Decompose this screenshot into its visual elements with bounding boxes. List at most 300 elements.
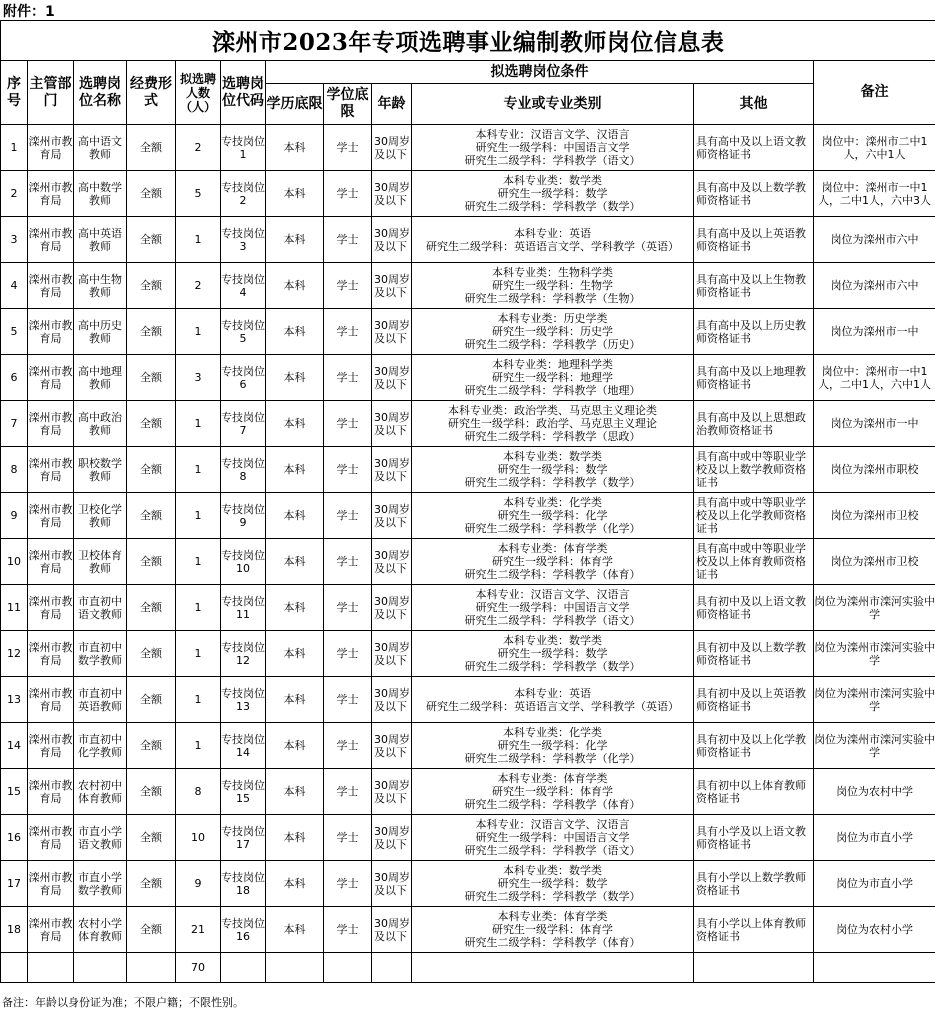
funding-cell: 全额 (127, 769, 176, 815)
seq-cell: 8 (1, 447, 28, 493)
major-cell (412, 355, 694, 401)
dept-cell: 滦州市教育局 (28, 447, 74, 493)
degree-cell: 学士 (324, 171, 372, 217)
funding-cell: 全额 (127, 171, 176, 217)
major-cell (412, 263, 694, 309)
degree-cell: 学士 (324, 355, 372, 401)
degree-cell: 学士 (324, 125, 372, 171)
empty-cell (266, 953, 324, 983)
seq-cell: 2 (1, 171, 28, 217)
post-code-cell: 专技岗位7 (221, 401, 266, 447)
major-line: 研究生一级学科：地理学 (492, 371, 613, 384)
age-cell: 30周岁及以下 (372, 769, 412, 815)
education-cell: 本科 (266, 401, 324, 447)
major-line: 本科专业类：化学类 (503, 496, 602, 509)
funding-cell: 全额 (127, 539, 176, 585)
count-cell: 1 (176, 585, 221, 631)
major-line: 本科专业：英语 (514, 686, 591, 700)
dept-cell: 滦州市教育局 (28, 769, 74, 815)
degree-cell: 学士 (324, 493, 372, 539)
dept-cell: 滦州市教育局 (28, 907, 74, 953)
education-cell: 本科 (266, 723, 324, 769)
seq-cell: 18 (1, 907, 28, 953)
major-cell (412, 125, 694, 171)
seq-cell: 13 (1, 677, 28, 723)
remark-cell: 岗位为滦州市职校 (814, 447, 935, 493)
header-seq: 序号 (1, 61, 28, 125)
post-name-cell: 农村初中体育教师 (74, 769, 127, 815)
post-code-cell: 专技岗位1 (221, 125, 266, 171)
table-row (1, 217, 935, 263)
seq-cell: 11 (1, 585, 28, 631)
degree-cell: 学士 (324, 309, 372, 355)
other-cell: 具有初中及以上化学教师资格证书 (694, 723, 814, 769)
table-row (1, 171, 935, 217)
positions-table (0, 20, 935, 983)
dept-cell: 滦州市教育局 (28, 263, 74, 309)
post-code-cell: 专技岗位9 (221, 493, 266, 539)
table-row (1, 401, 935, 447)
other-cell: 具有初中及以上英语教师资格证书 (694, 677, 814, 723)
funding-cell: 全额 (127, 907, 176, 953)
funding-cell: 全额 (127, 447, 176, 493)
age-cell: 30周岁及以下 (372, 815, 412, 861)
age-cell: 30周岁及以下 (372, 171, 412, 217)
count-cell: 1 (176, 539, 221, 585)
header-degree: 学位底限 (324, 84, 372, 125)
major-line: 研究生二级学科：学科教学（历史） (464, 338, 641, 351)
empty-cell (694, 953, 814, 983)
major-line: 研究生一级学科：数学 (497, 647, 608, 660)
other-cell: 具有高中或中等职业学校及以上体育教师资格证书 (694, 539, 814, 585)
table-row (1, 769, 935, 815)
degree-cell: 学士 (324, 585, 372, 631)
count-cell: 1 (176, 723, 221, 769)
age-cell: 30周岁及以下 (372, 539, 412, 585)
count-cell: 10 (176, 815, 221, 861)
post-name-cell: 高中英语教师 (74, 217, 127, 263)
count-cell: 1 (176, 677, 221, 723)
post-code-cell: 专技岗位12 (221, 631, 266, 677)
major-line: 研究生二级学科：学科教学（体育） (464, 936, 641, 949)
education-cell: 本科 (266, 907, 324, 953)
funding-cell: 全额 (127, 631, 176, 677)
post-code-cell: 专技岗位4 (221, 263, 266, 309)
education-cell: 本科 (266, 309, 324, 355)
header-post-code: 选聘岗位代码 (221, 61, 266, 125)
seq-cell: 10 (1, 539, 28, 585)
seq-cell: 15 (1, 769, 28, 815)
table-row (1, 585, 935, 631)
table-row (1, 631, 935, 677)
degree-cell: 学士 (324, 447, 372, 493)
degree-cell: 学士 (324, 907, 372, 953)
other-cell: 具有小学以上体育教师资格证书 (694, 907, 814, 953)
age-cell: 30周岁及以下 (372, 493, 412, 539)
major-line: 研究生一级学科：体育学 (492, 555, 613, 568)
seq-cell: 16 (1, 815, 28, 861)
funding-cell: 全额 (127, 125, 176, 171)
education-cell: 本科 (266, 815, 324, 861)
degree-cell: 学士 (324, 217, 372, 263)
dept-cell: 滦州市教育局 (28, 355, 74, 401)
attachment-label: 附件：1 (3, 4, 55, 20)
major-line: 研究生二级学科：英语语言文学、学科教学（英语） (426, 699, 679, 713)
remark-cell: 岗位为市直小学 (814, 861, 935, 907)
major-line: 研究生二级学科：学科教学（语文） (464, 154, 641, 167)
major-line: 研究生一级学科：体育学 (492, 923, 613, 936)
other-cell: 具有初中及以上数学教师资格证书 (694, 631, 814, 677)
major-line: 本科专业类：数学类 (503, 174, 602, 187)
header-remarks: 备注 (814, 61, 935, 125)
major-line: 研究生一级学科：中国语言文学 (475, 601, 630, 614)
other-cell: 具有高中及以上数学教师资格证书 (694, 171, 814, 217)
remark-cell: 岗位为滦州市六中 (814, 263, 935, 309)
remark-cell: 岗位为市直小学 (814, 815, 935, 861)
empty-cell (1, 953, 28, 983)
count-cell: 1 (176, 447, 221, 493)
table-row (1, 723, 935, 769)
major-line: 研究生一级学科：体育学 (492, 785, 613, 798)
remark-cell: 岗位为农村小学 (814, 907, 935, 953)
major-line: 研究生二级学科：学科教学（语文） (464, 614, 641, 627)
dept-cell: 滦州市教育局 (28, 309, 74, 355)
major-cell (412, 539, 694, 585)
age-cell: 30周岁及以下 (372, 263, 412, 309)
dept-cell: 滦州市教育局 (28, 125, 74, 171)
post-name-cell: 高中地理教师 (74, 355, 127, 401)
seq-cell: 1 (1, 125, 28, 171)
total-count: 70 (176, 953, 221, 983)
major-line: 研究生一级学科：生物学 (492, 279, 613, 292)
remark-cell: 岗位中：滦州市一中1人，二中1人，六中3人 (814, 171, 935, 217)
education-cell: 本科 (266, 631, 324, 677)
other-cell: 具有高中或中等职业学校及以上化学教师资格证书 (694, 493, 814, 539)
major-line: 本科专业：汉语言文学、汉语言 (475, 128, 630, 141)
funding-cell: 全额 (127, 585, 176, 631)
table-row (1, 309, 935, 355)
empty-cell (74, 953, 127, 983)
post-code-cell: 专技岗位6 (221, 355, 266, 401)
post-name-cell: 农村小学体育教师 (74, 907, 127, 953)
education-cell: 本科 (266, 493, 324, 539)
empty-cell (127, 953, 176, 983)
dept-cell: 滦州市教育局 (28, 631, 74, 677)
major-line: 本科专业类：体育学类 (497, 542, 608, 555)
education-cell: 本科 (266, 677, 324, 723)
post-name-cell: 职校数学教师 (74, 447, 127, 493)
table-row (1, 907, 935, 953)
major-cell (412, 585, 694, 631)
major-line: 本科专业类：体育学类 (497, 910, 608, 923)
major-cell (412, 217, 694, 263)
post-code-cell: 专技岗位11 (221, 585, 266, 631)
age-cell: 30周岁及以下 (372, 309, 412, 355)
major-cell (412, 631, 694, 677)
post-name-cell: 市直初中语文教师 (74, 585, 127, 631)
education-cell: 本科 (266, 585, 324, 631)
empty-cell (221, 953, 266, 983)
header-other: 其他 (694, 84, 814, 125)
seq-cell: 12 (1, 631, 28, 677)
remark-cell: 岗位为滦州市滦河实验中学 (814, 677, 935, 723)
empty-cell (28, 953, 74, 983)
major-line: 研究生二级学科：学科教学（语文） (464, 844, 641, 857)
major-cell (412, 171, 694, 217)
major-line: 研究生二级学科：学科教学（体育） (464, 568, 641, 581)
major-cell (412, 815, 694, 861)
table-row (1, 815, 935, 861)
major-line: 本科专业类：政治学类、马克思主义理论类 (448, 404, 657, 417)
age-cell: 30周岁及以下 (372, 585, 412, 631)
funding-cell: 全额 (127, 677, 176, 723)
empty-cell (324, 953, 372, 983)
major-cell (412, 723, 694, 769)
major-cell (412, 769, 694, 815)
remark-cell: 岗位为农村中学 (814, 769, 935, 815)
major-line: 本科专业类：化学类 (503, 726, 602, 739)
post-code-cell: 专技岗位5 (221, 309, 266, 355)
header-conditions: 拟选聘岗位条件 (266, 61, 814, 84)
degree-cell: 学士 (324, 631, 372, 677)
table-row (1, 355, 935, 401)
degree-cell: 学士 (324, 263, 372, 309)
major-line: 研究生一级学科：政治学、马克思主义理论 (448, 417, 657, 430)
major-line: 研究生二级学科：学科教学（思政） (464, 430, 641, 443)
major-line: 研究生一级学科：历史学 (492, 325, 613, 338)
age-cell: 30周岁及以下 (372, 217, 412, 263)
degree-cell: 学士 (324, 539, 372, 585)
age-cell: 30周岁及以下 (372, 861, 412, 907)
major-line: 研究生一级学科：中国语言文学 (475, 141, 630, 154)
count-cell: 1 (176, 217, 221, 263)
funding-cell: 全额 (127, 263, 176, 309)
seq-cell: 4 (1, 263, 28, 309)
count-cell: 1 (176, 493, 221, 539)
remark-cell: 岗位中：滦州市一中1人，二中1人，六中1人 (814, 355, 935, 401)
remark-cell: 岗位中：滦州市二中1人，六中1人 (814, 125, 935, 171)
other-cell: 具有高中及以上历史教师资格证书 (694, 309, 814, 355)
major-line: 研究生一级学科：化学 (497, 739, 608, 752)
funding-cell: 全额 (127, 217, 176, 263)
remark-cell: 岗位为滦州市卫校 (814, 493, 935, 539)
post-code-cell: 专技岗位14 (221, 723, 266, 769)
dept-cell: 滦州市教育局 (28, 171, 74, 217)
remark-cell: 岗位为滦州市卫校 (814, 539, 935, 585)
funding-cell: 全额 (127, 723, 176, 769)
education-cell: 本科 (266, 861, 324, 907)
remark-cell: 岗位为滦州市滦河实验中学 (814, 723, 935, 769)
header-dept: 主管部门 (28, 61, 74, 125)
age-cell: 30周岁及以下 (372, 447, 412, 493)
count-cell: 1 (176, 309, 221, 355)
major-line: 本科专业类：数学类 (503, 450, 602, 463)
major-cell (412, 493, 694, 539)
post-name-cell: 高中政治教师 (74, 401, 127, 447)
education-cell: 本科 (266, 769, 324, 815)
dept-cell: 滦州市教育局 (28, 723, 74, 769)
count-cell: 1 (176, 631, 221, 677)
seq-cell: 6 (1, 355, 28, 401)
degree-cell: 学士 (324, 769, 372, 815)
major-line: 研究生二级学科：学科教学（地理） (464, 384, 641, 397)
post-name-cell: 高中语文教师 (74, 125, 127, 171)
major-line: 研究生二级学科：学科教学（数学） (464, 200, 641, 213)
education-cell: 本科 (266, 125, 324, 171)
remark-cell: 岗位为滦州市一中 (814, 401, 935, 447)
major-cell (412, 309, 694, 355)
post-code-cell: 专技岗位2 (221, 171, 266, 217)
empty-cell (372, 953, 412, 983)
major-line: 研究生二级学科：学科教学（化学） (464, 522, 641, 535)
major-line: 研究生二级学科：英语语言文学、学科教学（英语） (426, 239, 679, 253)
degree-cell: 学士 (324, 815, 372, 861)
dept-cell: 滦州市教育局 (28, 861, 74, 907)
major-line: 本科专业：汉语言文学、汉语言 (475, 818, 630, 831)
empty-cell (814, 953, 935, 983)
major-line: 本科专业类：数学类 (503, 634, 602, 647)
header-major: 专业或专业类别 (412, 84, 694, 125)
post-name-cell: 高中数学教师 (74, 171, 127, 217)
education-cell: 本科 (266, 263, 324, 309)
degree-cell: 学士 (324, 861, 372, 907)
age-cell: 30周岁及以下 (372, 907, 412, 953)
total-row (1, 953, 935, 983)
dept-cell: 滦州市教育局 (28, 217, 74, 263)
post-code-cell: 专技岗位3 (221, 217, 266, 263)
post-name-cell: 市直小学语文教师 (74, 815, 127, 861)
education-cell: 本科 (266, 171, 324, 217)
major-cell (412, 447, 694, 493)
count-cell: 2 (176, 263, 221, 309)
age-cell: 30周岁及以下 (372, 631, 412, 677)
major-line: 本科专业类：历史学类 (497, 312, 608, 325)
post-code-cell: 专技岗位8 (221, 447, 266, 493)
remark-cell: 岗位为滦州市六中 (814, 217, 935, 263)
dept-cell: 滦州市教育局 (28, 585, 74, 631)
major-line: 研究生一级学科：数学 (497, 187, 608, 200)
count-cell: 21 (176, 907, 221, 953)
major-line: 本科专业类：数学类 (503, 864, 602, 877)
major-line: 研究生二级学科：学科教学（数学） (464, 660, 641, 673)
post-name-cell: 卫校化学教师 (74, 493, 127, 539)
post-code-cell: 专技岗位18 (221, 861, 266, 907)
header-post-name: 选聘岗位名称 (74, 61, 127, 125)
other-cell: 具有高中及以上语文教师资格证书 (694, 125, 814, 171)
other-cell: 具有初中以上体育教师资格证书 (694, 769, 814, 815)
age-cell: 30周岁及以下 (372, 355, 412, 401)
page-title: 滦州市2023年专项选聘事业编制教师岗位信息表 (1, 21, 935, 61)
table-row (1, 861, 935, 907)
header-age: 年龄 (372, 84, 412, 125)
other-cell: 具有高中或中等职业学校及以上数学教师资格证书 (694, 447, 814, 493)
age-cell: 30周岁及以下 (372, 677, 412, 723)
table-row (1, 263, 935, 309)
major-line: 本科专业类：地理科学类 (492, 358, 613, 371)
post-name-cell: 市直初中化学教师 (74, 723, 127, 769)
other-cell: 具有高中及以上英语教师资格证书 (694, 217, 814, 263)
major-line: 研究生一级学科：化学 (497, 509, 608, 522)
header-education: 学历底限 (266, 84, 324, 125)
post-name-cell: 高中生物教师 (74, 263, 127, 309)
dept-cell: 滦州市教育局 (28, 677, 74, 723)
post-code-cell: 专技岗位13 (221, 677, 266, 723)
header-count: 拟选聘人数（人） (176, 61, 221, 125)
table-row (1, 125, 935, 171)
seq-cell: 5 (1, 309, 28, 355)
other-cell: 具有高中及以上地理教师资格证书 (694, 355, 814, 401)
major-line: 研究生二级学科：学科教学（体育） (464, 798, 641, 811)
count-cell: 5 (176, 171, 221, 217)
dept-cell: 滦州市教育局 (28, 539, 74, 585)
funding-cell: 全额 (127, 355, 176, 401)
funding-cell: 全额 (127, 493, 176, 539)
education-cell: 本科 (266, 539, 324, 585)
major-line: 本科专业类：生物科学类 (492, 266, 613, 279)
other-cell: 具有高中及以上生物教师资格证书 (694, 263, 814, 309)
major-cell (412, 401, 694, 447)
count-cell: 3 (176, 355, 221, 401)
degree-cell: 学士 (324, 723, 372, 769)
table-row (1, 677, 935, 723)
education-cell: 本科 (266, 447, 324, 493)
other-cell: 具有初中及以上语文教师资格证书 (694, 585, 814, 631)
major-line: 本科专业：英语 (514, 226, 591, 240)
post-name-cell: 高中历史教师 (74, 309, 127, 355)
seq-cell: 7 (1, 401, 28, 447)
degree-cell: 学士 (324, 677, 372, 723)
age-cell: 30周岁及以下 (372, 125, 412, 171)
dept-cell: 滦州市教育局 (28, 493, 74, 539)
dept-cell: 滦州市教育局 (28, 401, 74, 447)
remark-cell: 岗位为滦州市滦河实验中学 (814, 585, 935, 631)
table-row (1, 493, 935, 539)
post-code-cell: 专技岗位16 (221, 907, 266, 953)
table-row (1, 447, 935, 493)
major-line: 本科专业类：体育学类 (497, 772, 608, 785)
major-cell (412, 677, 694, 723)
other-cell: 具有小学及以上语文教师资格证书 (694, 815, 814, 861)
major-line: 研究生二级学科：学科教学（生物） (464, 292, 641, 305)
age-cell: 30周岁及以下 (372, 723, 412, 769)
post-name-cell: 卫校体育教师 (74, 539, 127, 585)
major-line: 本科专业：汉语言文学、汉语言 (475, 588, 630, 601)
major-line: 研究生一级学科：数学 (497, 463, 608, 476)
funding-cell: 全额 (127, 861, 176, 907)
seq-cell: 17 (1, 861, 28, 907)
dept-cell: 滦州市教育局 (28, 815, 74, 861)
funding-cell: 全额 (127, 815, 176, 861)
empty-cell (412, 953, 694, 983)
seq-cell: 14 (1, 723, 28, 769)
post-code-cell: 专技岗位10 (221, 539, 266, 585)
count-cell: 9 (176, 861, 221, 907)
other-cell: 具有小学以上数学教师资格证书 (694, 861, 814, 907)
count-cell: 8 (176, 769, 221, 815)
major-line: 研究生一级学科：中国语言文学 (475, 831, 630, 844)
education-cell: 本科 (266, 355, 324, 401)
major-line: 研究生一级学科：数学 (497, 877, 608, 890)
post-name-cell: 市直初中英语教师 (74, 677, 127, 723)
post-code-cell: 专技岗位17 (221, 815, 266, 861)
other-cell: 具有高中及以上思想政治教师资格证书 (694, 401, 814, 447)
count-cell: 2 (176, 125, 221, 171)
remark-cell: 岗位为滦州市一中 (814, 309, 935, 355)
degree-cell: 学士 (324, 401, 372, 447)
remark-cell: 岗位为滦州市滦河实验中学 (814, 631, 935, 677)
seq-cell: 3 (1, 217, 28, 263)
education-cell: 本科 (266, 217, 324, 263)
